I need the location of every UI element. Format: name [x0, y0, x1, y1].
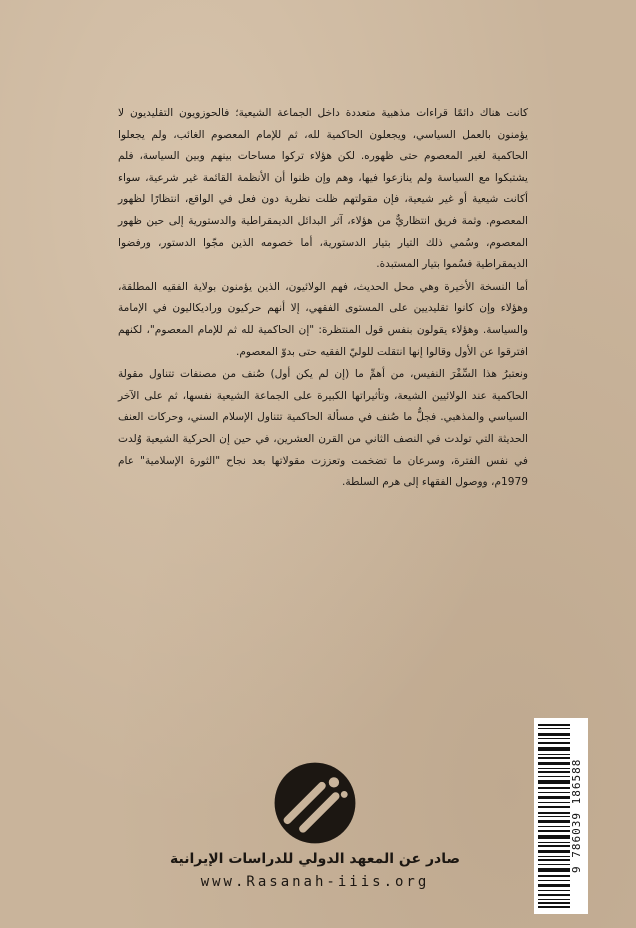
publisher-name: صادر عن المعهد الدولي للدراسات الإيرانية [170, 851, 460, 867]
blurb-paragraph-1: كانت هناك دائمًا قراءات مذهبية متعددة داخل الجماعة الشيعية؛ فالحوزويون التقليديون لا يؤمنون بالعمل السياسي، ويجعلون الحاكمية لله، ثم للإمام المعصوم الغائب، ولم يجعلوا الحاكمية لغير المعصوم حتى ظهوره. لكن هؤلاء تركوا مساحات بينهم وبين السياسة، فلم يشتبكوا مع السياسة ولم ينازعوا فيها، وهم وإن ظنوا أن الأنظمة القائمة غير شرعية، سواء أكانت شيعية أو غير شيعية، فإن مقولتهم ظلت نظرية دون فعل في الواقع، انتظارًا لظهور المعصوم. وثمة فريق انتظاريٌّ من هؤلاء، آثر البدائل الديمقراطية والدستورية إلى حين ظهور المعصوم، وسُمي ذلك التيار بتيار الدستورية، أما خصومه الذين مجّوا الدستور، ورفضوا الديمقراطية فسُموا بتيار المستبدة. [118, 107, 528, 271]
isbn-barcode [534, 718, 588, 914]
blurb-paragraph-2: أما النسخة الأخيرة وهي محل الحديث، فهم الولائيون، الذين يؤمنون بولاية الفقيه المطلقة، وهؤلاء وإن كانوا تقليديين على المستوى الفقهي، إلا أنهم حركيون وراديكاليون في الإمامة والسياسة. وهؤلاء يقولون بنفس قول المنتظرة: "إن الحاكمية لله ثم للإمام المعصوم"، لكنهم افترقوا عن الأول وقالوا إنها انتقلت للوليّ الفقيه حتى بدوّ المعصوم. [118, 280, 528, 358]
blurb-paragraph-3: ونعتبرُ هذا السِّفْرَ النفيس، من أهمِّ ما (إن لم يكن أول) صُنف من مصنفات تتناول مقولة الحاكمية عند الولائيين الشيعة، وتأثيراتها الكبيرة على الجماعة الشيعية نفسها، ثم على الآخر السياسي والمذهبي. فجلُّ ما صُنف في مسألة الحاكمية تتناول الإسلام السني، وحركات العنف الحديثة التي تولدت في النصف الثاني من القرن العشرين، في حين إن الحركية الشيعية وُلدت في نفس الفترة، وسرعان ما تضخمت وتعززت مقولاتها بعد نجاح "الثورة الإسلامية" عام 1979م، ووصول الفقهاء إلى هرم السلطة. [118, 368, 528, 489]
isbn-digits: 9 786039 186588 [570, 758, 583, 874]
barcode-bars-icon [538, 724, 570, 908]
rasanah-logo-icon [272, 760, 358, 846]
publisher-website[interactable]: www.Rasanah-iiis.org [200, 874, 430, 890]
blurb-text [118, 103, 528, 495]
